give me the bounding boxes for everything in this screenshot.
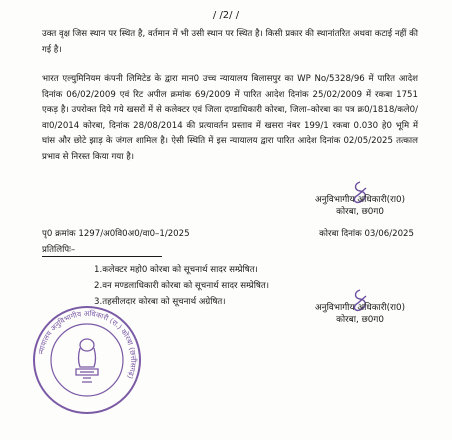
signature-title: अनुविभागीय अधिकारी(रा0)	[314, 195, 406, 205]
national-emblem-icon	[76, 339, 98, 382]
signature-block-1	[300, 180, 420, 218]
paragraph-tree-status: उक्त वृक्ष जिस स्थान पर स्थित है, वर्तमान में भी उसी स्थान पर स्थित है। किसी प्रकार की स्थानांतरित अथवा कटाई नहीं की गई है।	[42, 29, 418, 55]
official-seal	[30, 303, 144, 417]
signature-block-2	[300, 288, 420, 326]
signature-place: कोरबा, छ0ग0	[336, 207, 384, 217]
order-number: पृ0 क्रमांक 1297/अ0वि0अ0/वा0–1/2025	[42, 229, 190, 239]
list-item: 1.कलेक्टर महो0 कोरबा को सूचनार्थ सादर सम्प्रेषित।	[94, 265, 258, 275]
signature-title: अनुविभागीय अधिकारी(रा0)	[314, 303, 406, 313]
list-item: 3.तहसीलदार कोरबा को सूचनार्थ अग्रेषित।	[94, 297, 226, 307]
order-date: कोरबा दिनांक 03/06/2025	[319, 229, 414, 239]
signature-place: कोरबा, छ0ग0	[336, 315, 384, 325]
paragraph-order-details: भारत एल्युमिनियम कंपनी लिमिटेड के द्वारा मान0 उच्च न्यायालय बिलासपुर का WP No/5328/96 में पारित आदेश दिनांक 06/02/2009 एवं रिट अपील क्रमांक 69/2009 में पारित आदेश दिनांक 25/02/2009 में रकबा 1751 एकड़ है। उपरोक्त दिये गये खसरों में से कलेक्टर एवं जिला दण्डाधिकारी कोरबा, जिला–कोरबा का पत्र क्र0/1818/कले0/वा0/2014 कोरबा, दिनांक 28/08/2014 की प्रत्यावर्तन प्रस्ताव में खसरा नंबर 199/1 रकबा 0.030 हे0 भूमि में घांस और छोटे झाड़ के जंगल शामिल है। ऐसी स्थिति में इस न्यायालय द्वारा पारित आदेश दिनांक 02/05/2025 तत्काल प्रभाव से निरस्त किया गया है।	[42, 74, 418, 162]
list-item: 2.वन मण्डलाधिकारी कोरबा को सूचनार्थ सादर सम्प्रेषित।	[94, 281, 270, 291]
page-number: / /2/ /	[212, 10, 240, 21]
divider	[42, 256, 162, 257]
copy-to-heading: प्रतिलिपिः–	[42, 245, 76, 255]
seal-text: न्यायालय अनुविभागीय अधिकारी (रा.) कोरबा (छत्तीसगढ़)	[36, 308, 139, 381]
